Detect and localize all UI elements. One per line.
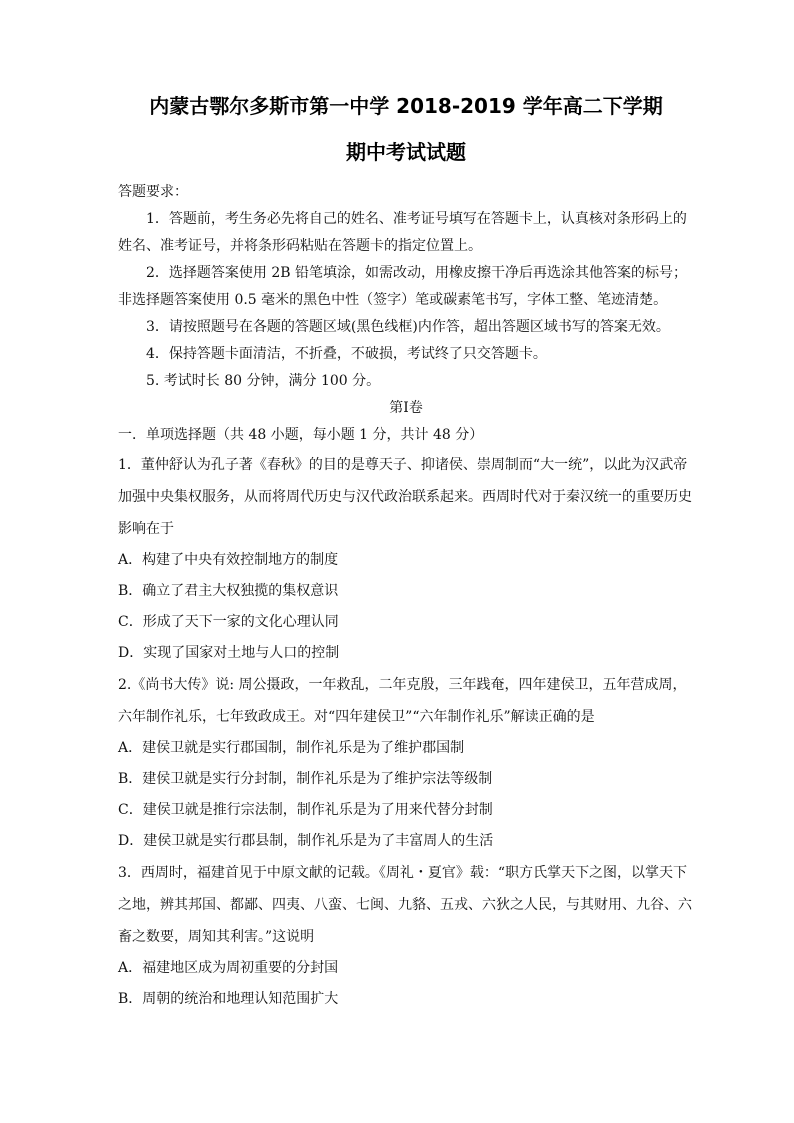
question-option: B．建侯卫就是实行分封制，制作礼乐是为了维护宗法等级制	[118, 771, 493, 787]
volume-heading: 第Ⅰ卷	[389, 400, 423, 416]
question-stem: 3．西周时，福建首见于中原文献的记载。《周礼・夏官》载：“职方氏掌天下之图，以掌天下之地，辨其邦国、都鄙、四夷、八蛮、七闽、九貉、五戎、六狄之人民，与其财用、九谷、六畜之数要，周知其利害。”这说明	[118, 865, 692, 945]
question-1	[118, 449, 694, 669]
question-option: B．周朝的统治和地理认知范围扩大	[118, 991, 339, 1007]
requirement-item: 3．请按照题号在各题的答题区域(黑色线框)内作答，超出答题区域书写的答案无效。	[146, 319, 670, 335]
section-heading: 一．单项选择题（共 48 小题，每小题 1 分，共计 48 分）	[118, 427, 484, 443]
question-3	[118, 857, 694, 1015]
question-option: D．实现了国家对土地与人口的控制	[118, 645, 340, 661]
requirement-item: 1．答题前，考生务必先将自己的姓名、准考证号填写在答题卡上，认真核对条形码上的姓名、准考证号，并将条形码粘贴在答题卡的指定位置上。	[118, 211, 687, 254]
question-stem: 2.《尚书大传》说: 周公摄政，一年救乱，二年克殷，三年践奄，四年建侯卫，五年营成周，六年制作礼乐，七年致政成王。对“四年建侯卫”“六年制作礼乐”解读正确的是	[118, 677, 687, 725]
requirement-item: 2．选择题答案使用 2B 铅笔填涂，如需改动，用橡皮擦干净后再选涂其他答案的标号；非选择题答案使用 0.5 毫米的黑色中性（签字）笔或碳素笔书写，字体工整、笔迹清楚。	[118, 265, 688, 308]
question-option: C．建侯卫就是推行宗法制，制作礼乐是为了用来代替分封制	[118, 802, 493, 818]
exam-title-line1: 内蒙古鄂尔多斯市第一中学 2018-2019 学年高二下学期	[149, 94, 663, 118]
question-2	[118, 669, 694, 857]
requirement-item: 4．保持答题卡面清洁，不折叠，不破损，考试终了只交答题卡。	[146, 346, 547, 362]
question-option: C．形成了天下一家的文化心理认同	[118, 614, 339, 630]
question-option: A．建侯卫就是实行郡国制，制作礼乐是为了维护郡国制	[118, 740, 465, 756]
question-option: D．建侯卫就是实行郡县制，制作礼乐是为了丰富周人的生活	[118, 833, 494, 849]
question-stem: 1．董仲舒认为孔子著《春秋》的目的是尊天子、抑诸侯、崇周制而“大一统”，以此为汉武帝加强中央集权服务，从而将周代历史与汉代政治联系起来。西周时代对于秦汉统一的重要历史影响在于	[118, 457, 692, 537]
question-option: A．福建地区成为周初重要的分封国	[118, 960, 339, 976]
question-option: B．确立了君主大权独揽的集权意识	[118, 583, 339, 599]
question-option: A．构建了中央有效控制地方的制度	[118, 552, 339, 568]
requirement-item: 5. 考试时长 80 分钟，满分 100 分。	[146, 373, 381, 389]
exam-title-line2: 期中考试试题	[346, 140, 466, 164]
requirements-label: 答题要求：	[118, 184, 188, 200]
